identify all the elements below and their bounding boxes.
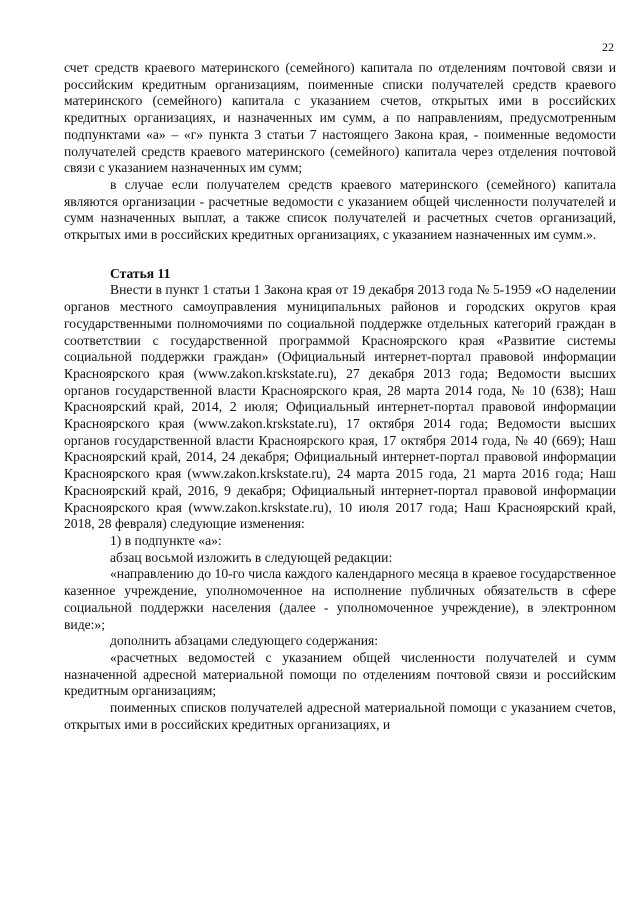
paragraph-subitem-1: 1) в подпункте «а»: — [110, 532, 222, 548]
paragraph-abzac-8: абзац восьмой изложить в следующей редакции: — [110, 549, 393, 565]
paragraph-calc-statements: «расчетных ведомостей с указанием общей численности получателей и сумм назначенной адресной материальной помощи по отделениям почтовой связи и российским кредитным организациям; — [64, 649, 616, 699]
paragraph-new-wording: «направлению до 10-го числа каждого календарного месяца в краевое государственное казенное учреждение, уполномоченное на исполнение публичных обязательств в сфере социальной поддержки населения (далее - уполномоченное учреждение), в электронном виде:»; — [64, 566, 616, 632]
paragraph-top-2: в случае если получателем средств краевого материнского (семейного) капитала являются организации - расчетные ведомости с указанием общей численности получателей и сумм назначенных выплат, а также список получателей и расчетных счетов организаций, открытых ими в российских кредитных организациях, с указанием назначенных им сумм.». — [64, 176, 616, 243]
paragraph-supplement: дополнить абзацами следующего содержания: — [110, 633, 379, 649]
article-title: Статья 11 — [110, 265, 171, 281]
paragraph-named-lists: поименных списков получателей адресной материальной помощи с указанием счетов, открытых ими в российских кредитных организациях, и — [64, 700, 616, 732]
paragraph-article-intro: Внести в пункт 1 статьи 1 Закона края от 19 декабря 2013 года № 5-1959 «О наделении органов местного самоуправления муниципальных районов и городских округов края государственными полномочиями по социальной поддержке отдельных категорий граждан в соответствии с государственной программой Красноярского края «Развитие системы социальной поддержки граждан» (Официальный интернет-портал правовой информации Красноярского края (www.zakon.krskstate.ru), 27 декабря 2013 года; Ведомости высших органов государственной власти Красноярского края, 28 марта 2014 года, № 10 (638); Наш Красноярский край, 2014, 2 июля; Официальный интернет-портал правовой информации Красноярского края (www.zakon.krskstate.ru), 17 октября 2014 года; Ведомости высших органов государственной власти Красноярского края, 17 октября 2014 года, № 40 (669); Наш Красноярский край, 2014, 24 декабря; Официальный интернет-портал правовой информации Красноярского края (www.zakon.krskstate.ru), 24 марта 2015 года, 21 марта 2016 года; Наш Красноярский край, 2016, 9 декабря; Официальный интернет-портал правовой информации Красноярского края (www.zakon.krskstate.ru), 10 июля 2017 года; Наш Красноярский край, 2018, 28 февраля) следующие изменения: — [64, 282, 616, 532]
paragraph-top-1: счет средств краевого материнского (семейного) капитала по отделениям почтовой связи и российским кредитным организациям, поименные списки получателей средств краевого материнского (семейного) капитала с указанием счетов, открытых ими в российских кредитных организациях, и назначенных им сумм, а по направлениям, предусмотренным подпунктами «а» – «г» пункта 3 статьи 7 настоящего Закона края, - поименные ведомости получателей средств краевого материнского (семейного) капитала через отделения почтовой связи с указанием назначенных им сумм; — [64, 60, 616, 176]
page-number: 22 — [602, 40, 614, 54]
document-body — [64, 60, 616, 733]
